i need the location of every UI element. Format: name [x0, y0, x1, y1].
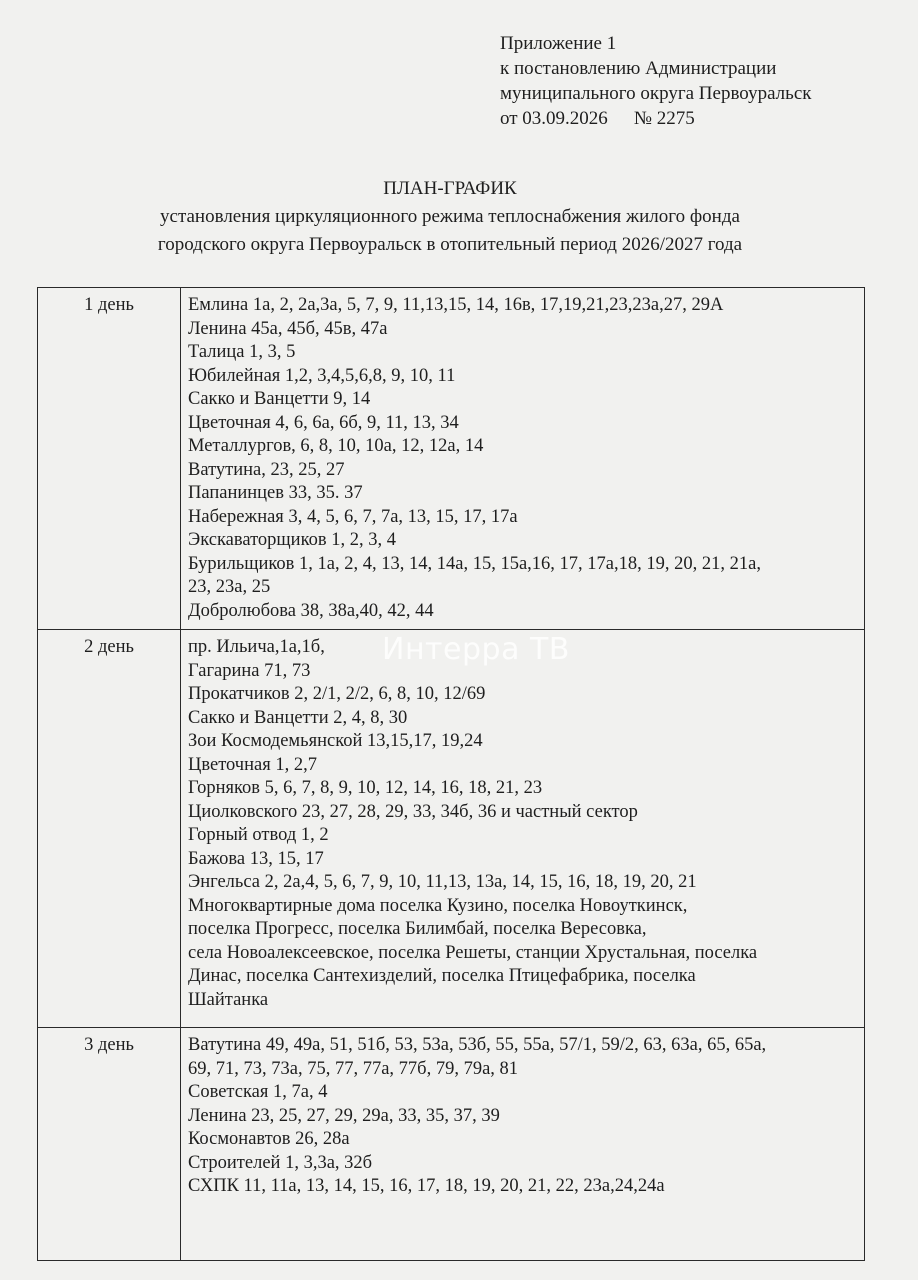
document-subtitle-line-1: установления циркуляционного режима теплоснабжения жилого фонда [160, 206, 740, 227]
address-line: Космонавтов 26, 28а [188, 1129, 350, 1149]
address-line: Ватутина, 23, 25, 27 [188, 459, 345, 480]
address-line: пр. Ильича,1а,1б, [188, 637, 325, 657]
address-line: села Новоалексеевское, поселка Решеты, станции Хрустальная, поселка [188, 942, 758, 963]
address-line: Папанинцев 33, 35. 37 [188, 483, 363, 503]
appendix-title: Приложение 1 [500, 33, 617, 54]
day-cell: 1 день [38, 288, 181, 630]
address-line: Советская 1, 7а, 4 [188, 1082, 328, 1102]
address-line: Экскаваторщиков 1, 2, 3, 4 [188, 530, 396, 550]
appendix-block [500, 31, 812, 131]
addresses-cell [181, 1028, 865, 1261]
addresses-cell [181, 288, 865, 630]
address-line: Ватутина 49, 49а, 51, 51б, 53, 53а, 53б, 55, 55а, 57/1, 59/2, 63, 63а, 65, 65а, [188, 1035, 767, 1055]
watermark: Интерра ТВ [382, 632, 570, 667]
schedule-row [38, 288, 865, 630]
appendix-line-3: муниципального округа Первоуральск [500, 83, 812, 104]
schedule-row [38, 1028, 865, 1261]
appendix-date: от 03.09.2026 [500, 108, 608, 129]
addresses-cell [181, 630, 865, 1028]
day-cell: 2 день [38, 630, 181, 1028]
document-heading: ПЛАН-ГРАФИК [383, 178, 517, 199]
address-line: Шайтанка [188, 989, 269, 1010]
appendix-number: № 2275 [633, 108, 695, 129]
address-line: Циолковского 23, 27, 28, 29, 33, 34б, 36 и частный сектор [188, 801, 638, 822]
address-line: Ленина 23, 25, 27, 29, 29а, 33, 35, 37, 39 [188, 1105, 500, 1126]
address-line: Горняков 5, 6, 7, 8, 9, 10, 12, 14, 16, 18, 21, 23 [188, 778, 543, 798]
address-line: Прокатчиков 2, 2/1, 2/2, 6, 8, 10, 12/69 [188, 684, 486, 704]
address-line: Цветочная 1, 2,7 [188, 754, 317, 775]
address-line: Строителей 1, 3,3а, 32б [188, 1152, 373, 1173]
address-line: поселка Прогресс, поселка Билимбай, поселка Вересовка, [188, 919, 647, 939]
address-line: Металлургов, 6, 8, 10, 10а, 12, 12а, 14 [188, 436, 484, 456]
address-line: Юбилейная 1,2, 3,4,5,6,8, 9, 10, 11 [188, 365, 456, 386]
address-line: Бурильщиков 1, 1а, 2, 4, 13, 14, 14а, 15, 15а,16, 17, 17а,18, 19, 20, 21, 21а, [188, 553, 761, 574]
address-line: 23, 23а, 25 [188, 577, 271, 597]
address-line: Цветочная 4, 6, 6а, 6б, 9, 11, 13, 34 [188, 412, 459, 433]
schedule-row [38, 630, 865, 1028]
address-line: Ленина 45а, 45б, 45в, 47а [188, 318, 388, 339]
appendix-line-2: к постановлению Администрации [500, 58, 777, 79]
address-line: Емлина 1а, 2, 2а,3а, 5, 7, 9, 11,13,15, 14, 16в, 17,19,21,23,23а,27, 29А [188, 295, 724, 315]
address-line: Зои Космодемьянской 13,15,17, 19,24 [188, 731, 483, 751]
address-line: Энгельса 2, 2а,4, 5, 6, 7, 9, 10, 11,13, 13а, 14, 15, 16, 18, 19, 20, 21 [188, 872, 697, 892]
day-cell: 3 день [38, 1028, 181, 1261]
address-line: Многоквартирные дома поселка Кузино, поселка Новоуткинск, [188, 895, 688, 916]
address-line: Сакко и Ванцетти 9, 14 [188, 389, 371, 409]
address-line: Бажова 13, 15, 17 [188, 848, 324, 869]
address-line: Горный отвод 1, 2 [188, 825, 329, 845]
address-line: Динас, поселка Сантехизделий, поселка Птицефабрика, поселка [188, 966, 696, 986]
address-line: Талица 1, 3, 5 [188, 342, 296, 362]
address-line: Набережная 3, 4, 5, 6, 7, 7а, 13, 15, 17, 17а [188, 506, 518, 527]
address-line: Гагарина 71, 73 [188, 660, 311, 681]
document-subtitle-line-2: городского округа Первоуральск в отопительный период 2026/2027 года [157, 234, 743, 255]
address-line: 69, 71, 73, 73а, 75, 77, 77а, 77б, 79, 79а, 81 [188, 1058, 519, 1079]
address-line: Добролюбова 38, 38а,40, 42, 44 [188, 600, 434, 621]
address-line: СХПК 11, 11а, 13, 14, 15, 16, 17, 18, 19, 20, 21, 22, 23а,24,24а [188, 1176, 665, 1196]
appendix-date-number [500, 106, 812, 131]
schedule-table [37, 287, 865, 1261]
address-line: Сакко и Ванцетти 2, 4, 8, 30 [188, 707, 408, 728]
